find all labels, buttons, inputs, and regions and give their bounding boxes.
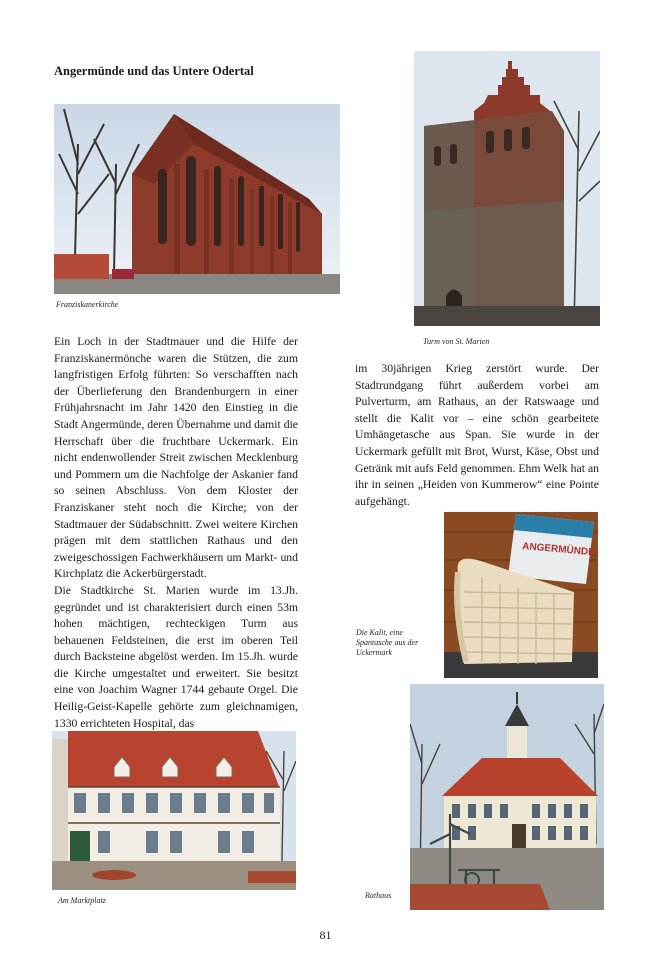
photo-rathaus [410,684,604,910]
caption-kalit-line-1: Die Kalit, eine [356,628,403,637]
photo-st-marien [414,51,600,326]
caption-st-marien: Turm von St. Marien [423,337,490,346]
booklet-title: ANGERMÜNDE [521,541,596,559]
caption-kalit-line-2: Spantasche aus der [356,638,419,647]
caption-marktplatz: Am Marktplatz [58,896,106,905]
right-paragraph-1: im 30jährigen Krieg zerstört wurde. Der Stadtrundgang führt außerdem vorbei am Pulverturm, am Rathaus, an der Ratswaage und stellt die Kalit vor – eine schön gearbeitete Umhängetasche aus Span. Sie wurde in der Uckermark gefüllt mit Brot, Wurst, Käse, Obst und Getränk mit aufs Feld genommen. Ehm Welk hat an ihr in seinen „Heiden von Kummerow“ eine Pointe aufgehängt. [355,362,599,508]
caption-rathaus: Rathaus [365,891,392,900]
photo-marktplatz [52,731,296,890]
caption-franziskanerkirche: Franziskanerkirche [56,300,119,309]
photo-kalit [444,512,598,678]
page-heading: Angermünde und das Untere Odertal [54,64,254,78]
left-column-text [54,334,298,732]
caption-kalit [356,628,418,658]
caption-kalit-line-3: Uckermark [356,648,392,657]
page-number: 81 [319,928,332,942]
photo-franziskanerkirche [54,104,340,294]
left-paragraph-2: Die Stadtkirche St. Marien wurde im 13.Jh. gegründet und ist charakterisiert durch einen 53m hohen mächtigen, rechteckigen Turm aus behauenen Feldsteinen, die erst im oberen Teil durch Backsteine abgelöst werden. Im 15.Jh. wurde die Kirche umgestaltet und erweitert. Sie besitzt eine von Joachim Wagner 1744 gebaute Orgel. Die Heilig-Geist-Kapelle gehörte zum gleichnamigen, 1330 errichteten Hospital, das [54,583,298,730]
right-column-text [355,361,599,510]
left-paragraph-1: Ein Loch in der Stadtmauer und die Hilfe der Franziskanermönche waren die Stützen, die zum langfristigen Erfolg führten: So verschafften nach der Überlieferung den Brandenburgern in einer Frühjahrsnacht im Jahr 1420 den Einstieg in die Stadt Angermünde, deren Übernahme und damit die Herrschaft über die fruchtbare Uckermark. Ein nicht endenwollender Streit zwischen Mecklenburg und Pommern um die Nachfolge der Askanier fand so seinen Abschluss. Von dem Kloster der Franziskaner steht noch die Kirche; von der Stadtmauer der Südabschnitt. Zwei weitere Kirchen prägen mit dem stattlichen Rathaus und den zweigeschossigen Fachwerkhäusern um Markt- und Kirchplatz die Ackerbürgerstadt. [54,335,298,581]
